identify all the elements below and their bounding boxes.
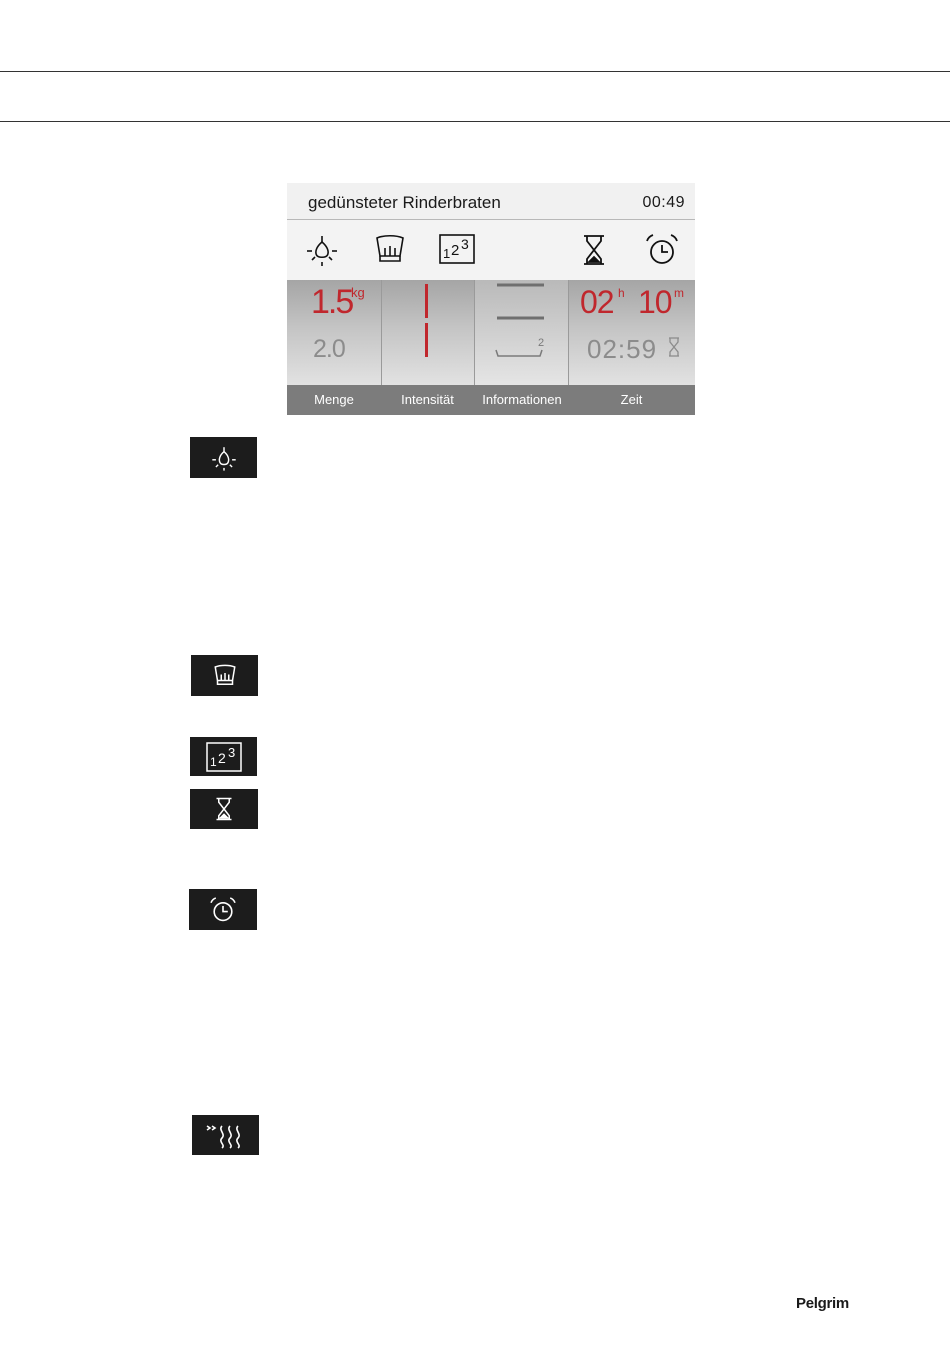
quantity-unit: kg [351, 285, 365, 300]
label-quantity[interactable]: Menge [314, 392, 354, 407]
bulb-icon[interactable] [302, 230, 342, 270]
numbers-123-icon[interactable] [437, 230, 477, 270]
legend-numbers-tile [190, 737, 257, 776]
quantity-value[interactable]: 1.5 [311, 283, 353, 321]
label-intensity[interactable]: Intensität [401, 392, 454, 407]
quantity-alternate[interactable]: 2.0 [313, 335, 345, 363]
legend-bulb-tile [190, 437, 257, 478]
hourglass-icon [209, 792, 239, 826]
time-minutes[interactable]: 10 [638, 284, 672, 320]
intensity-bar[interactable] [425, 323, 428, 357]
alarm-clock-icon [207, 894, 239, 926]
time-minutes-unit: m [674, 286, 684, 300]
rack-level-graphic [474, 280, 568, 385]
display-clock: 00:49 [642, 194, 685, 211]
column-separator [381, 280, 382, 385]
label-information[interactable]: Informationen [482, 392, 562, 407]
svg-text:1: 1 [443, 246, 451, 261]
alarm-clock-icon[interactable] [642, 230, 682, 270]
column-separator [474, 280, 475, 385]
intensity-bar[interactable] [425, 284, 428, 318]
time-hours[interactable]: 02 [580, 284, 614, 320]
hourglass-icon[interactable] [574, 230, 614, 270]
svg-text:3: 3 [227, 744, 235, 760]
numbers-123-icon [204, 740, 244, 774]
time-hours-unit: h [618, 286, 625, 300]
header-rule-bottom [0, 121, 950, 122]
legend-alarm-tile [189, 889, 257, 930]
legend-chef-hat-tile [191, 655, 258, 696]
chef-hat-icon[interactable] [370, 230, 410, 270]
display-title-bar [287, 183, 695, 220]
svg-text:3: 3 [461, 236, 469, 252]
legend-hourglass-tile [190, 789, 258, 829]
label-time[interactable]: Zeit [620, 392, 643, 407]
column-label-bar [287, 385, 695, 415]
header-rule-top [0, 71, 950, 72]
display-value-area [287, 280, 695, 385]
legend-steam-tile [192, 1115, 259, 1155]
rack-level-number: 2 [538, 337, 545, 349]
steam-icon [204, 1120, 248, 1150]
oven-display [287, 183, 695, 415]
svg-text:2: 2 [451, 242, 460, 259]
chef-hat-icon [210, 661, 240, 691]
time-remaining: 02:59 [587, 334, 658, 364]
column-separator [568, 280, 569, 385]
hourglass-icon [667, 337, 681, 357]
bulb-icon [206, 440, 242, 476]
recipe-title: gedünsteter Rinderbraten [308, 193, 501, 212]
display-icon-row [287, 220, 695, 280]
brand-logo: Pelgrim [796, 1295, 849, 1312]
svg-text:1: 1 [209, 754, 217, 769]
information-column[interactable] [474, 280, 568, 385]
svg-text:2: 2 [217, 749, 226, 766]
